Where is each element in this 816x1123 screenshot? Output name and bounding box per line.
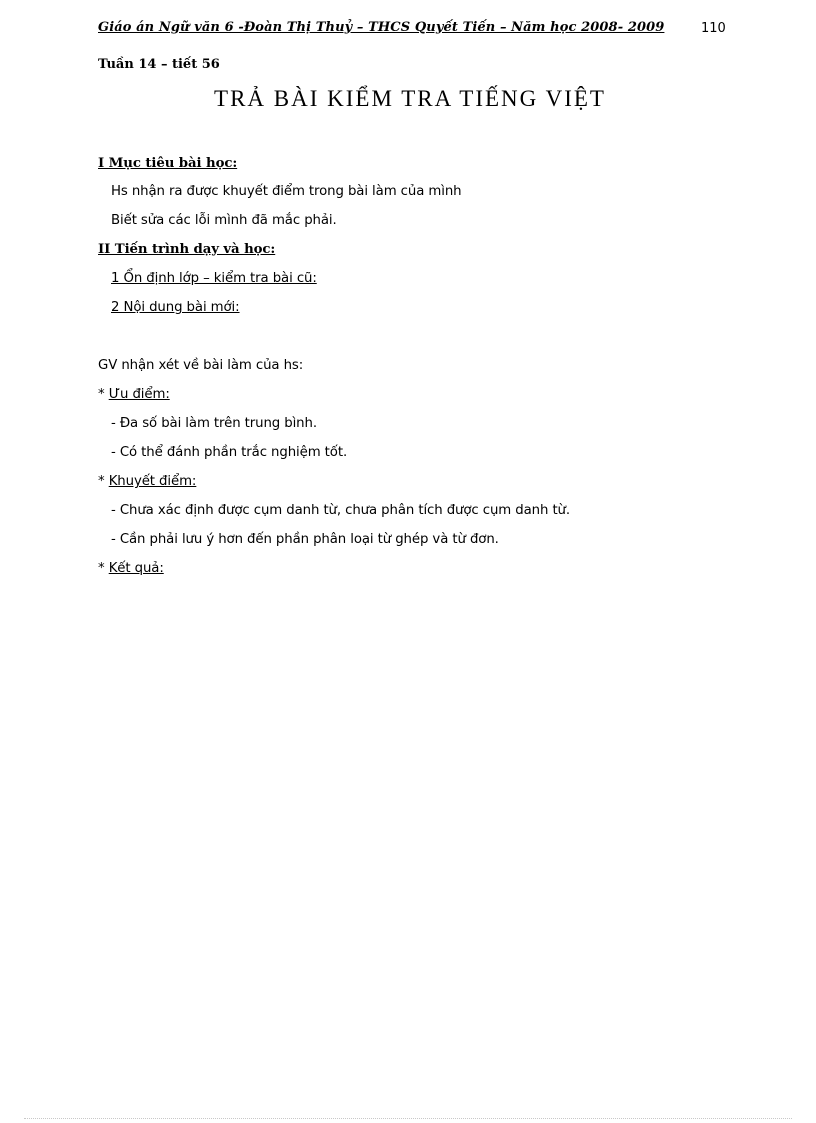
strengths-star: * [98,387,109,402]
strengths-heading [98,387,170,402]
objective-line-1: Hs nhận ra được khuyết điểm trong bài làm của mình [111,184,462,199]
review-intro: GV nhận xét về bài làm của hs: [98,358,304,373]
page-number: 110 [701,21,726,36]
strength-item-2: - Có thể đánh phần trắc nghiệm tốt. [111,445,348,460]
strength-item-1: - Đa số bài làm trên trung bình. [111,416,317,431]
weaknesses-heading [98,474,196,489]
weakness-item-2: - Cần phải lưu ý hơn đến phần phân loại từ ghép và từ đơn. [111,532,499,547]
document-title: TRẢ BÀI KIỂM TRA TIẾNG VIỆT [214,86,606,111]
objective-line-2: Biết sửa các lỗi mình đã mắc phải. [111,213,337,228]
weaknesses-star: * [98,474,109,489]
strengths-label: Ưu điểm: [108,387,170,402]
section2-sub2: 2 Nội dung bài mới: [111,300,240,315]
result-label: Kết quả: [108,561,164,576]
header-title: Giáo án Ngữ văn 6 -Đoàn Thị Thuỷ – THCS Quyết Tiến – Năm học 2008- 2009 [98,20,665,35]
result-star: * [98,561,109,576]
weakness-item-1: - Chưa xác định được cụm danh từ, chưa phân tích được cụm danh từ. [111,503,571,518]
section1-heading: I Mục tiêu bài học: [98,156,238,171]
section2-sub1: 1 Ổn định lớp – kiểm tra bài cũ: [111,271,317,286]
result-heading [98,561,164,576]
section2-heading: II Tiến trình dạy và học: [98,242,276,257]
page-header [98,20,738,40]
week-label: Tuần 14 – tiết 56 [98,57,220,72]
footer-divider [24,1118,792,1119]
weaknesses-label: Khuyết điểm: [108,474,197,489]
